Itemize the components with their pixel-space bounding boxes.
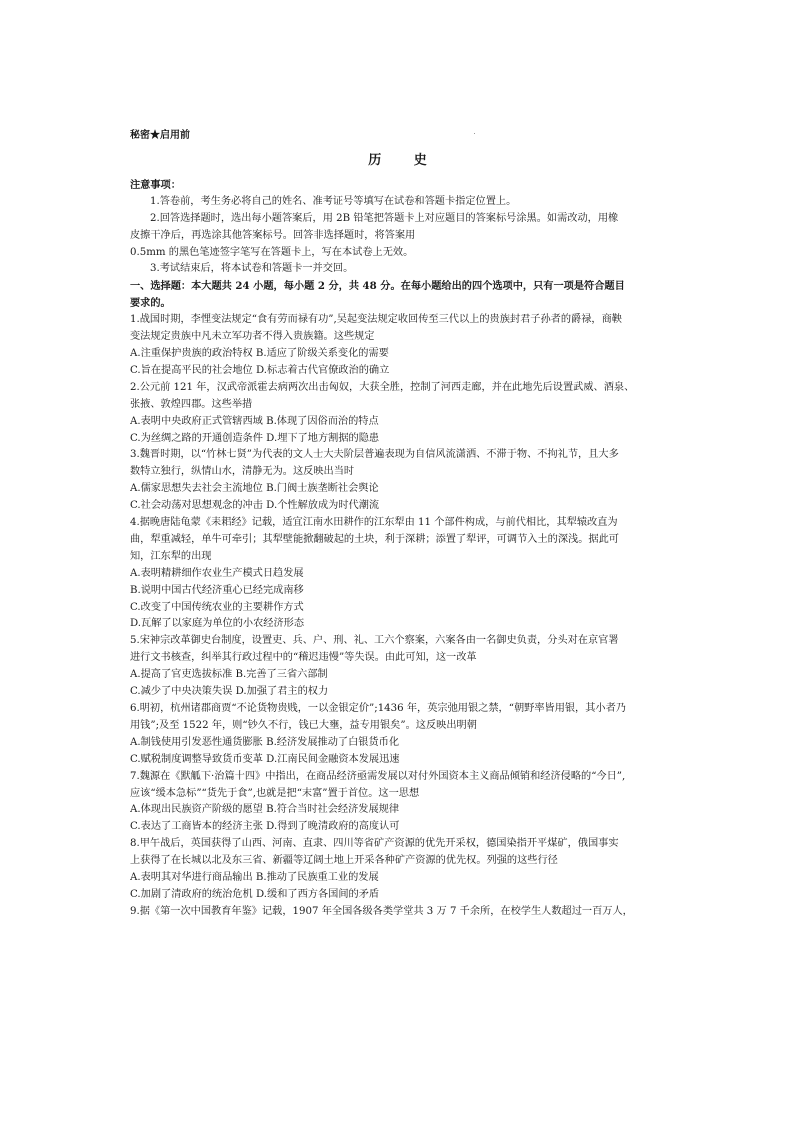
question-4-stem: 4.据晚唐陆龟蒙《耒耜经》记载，适宜江南水田耕作的江东犁由 11 个部件构成，与前代相比，其犁辕改直为 xyxy=(130,517,618,529)
question-7-options: A.体现出民族资产阶级的愿望 B.符合当时社会经济发展规律 xyxy=(130,804,400,816)
question-4-stem: 曲，犁重减轻，单牛可牵引；其犁壁能掀翻破起的土块，利于深耕；添置了犁评，可调节入土的深浅。据此可 xyxy=(130,533,619,545)
question-4-option-a: A.表明精耕细作农业生产模式日趋发展 xyxy=(130,567,304,579)
question-1-stem: 变法规定贵族中凡未立军功者不得入贵族籍。这些规定 xyxy=(130,331,375,343)
question-4-option-b: B.说明中国古代经济重心已经完成南移 xyxy=(130,584,304,596)
question-5-options: C.减少了中央决策失误 D.加强了君主的权力 xyxy=(130,686,329,698)
question-8-options: C.加剧了清政府的统治危机 D.缓和了西方各国间的矛盾 xyxy=(130,888,380,900)
question-6-options: A.制钱使用引发恶性通货膨胀 B.经济发展推动了白银货币化 xyxy=(130,736,400,748)
subject-title: 历 史 xyxy=(368,152,441,168)
question-5-options: A.提高了官吏选拔标准 B.完善了三省六部制 xyxy=(130,669,328,681)
question-8-stem: 8.甲午战后，英国获得了山西、河南、直隶、四川等省矿产资源的优先开采权，德国染指开平煤矿，俄国事实 xyxy=(130,838,619,850)
question-5-stem: 5.宋神宗改革御史台制度，设置吏、兵、户、刑、礼、工六个察案，六案各由一名御史负责，分头对在京官署 xyxy=(130,635,619,647)
notice-item-continued: 0.5mm 的黑色笔迹签字笔写在答题卡上，写在本试卷上无效。 xyxy=(130,246,414,258)
question-2-options: C.为丝绸之路的开通创造条件 D.埋下了地方割据的隐患 xyxy=(130,432,380,444)
secret-label: 秘密★启用前 xyxy=(130,130,190,141)
question-8-stem: 上获得了在长城以北及东三省、新疆等辽阔土地上开采各种矿产资源的优先权。列强的这些行径 xyxy=(130,855,558,867)
section-heading: 一、选择题：本大题共 24 小题，每小题 2 分，共 48 分。在每小题给出的四个选项中，只有一项是符合题目 xyxy=(130,280,625,293)
notice-item-continued: 皮擦干净后，再选涂其他答案标号。回答非选择题时，将答案用 xyxy=(130,229,416,241)
question-3-stem: 3.魏晋时期，以“竹林七贤”为代表的文人士大夫阶层普遍表现为自信风流潇洒、不滞于物、不拘礼节，且大多 xyxy=(130,449,619,461)
question-5-stem: 进行文书核查，纠举其行政过程中的“稽迟违慢”等失误。由此可知，这一改革 xyxy=(130,652,477,664)
notice-item: 3.考试结束后，将本试卷和答题卡一并交回。 xyxy=(150,263,354,275)
question-7-options: C.表达了工商皆本的经济主张 D.得到了晚清政府的高度认可 xyxy=(130,821,400,833)
question-1-stem: 1.战国时期，李悝变法规定“食有劳而禄有功”,吴起变法规定收回传至三代以上的贵族封君子孙者的爵禄，商鞅 xyxy=(130,314,622,326)
question-2-stem: 张掖、敦煌四郡。这些举措 xyxy=(130,398,253,410)
question-2-stem: 2.公元前 121 年，汉武帝派霍去病两次出击匈奴，大获全胜，控制了河西走廊，并在此地先后设置武威、酒泉、 xyxy=(130,381,635,393)
question-9-stem: 9.据《第一次中国教育年鉴》记载，1907 年全国各级各类学堂共 3 万 7 千余所，在校学生人数超过一百万人， xyxy=(130,905,633,917)
question-7-stem: 7.魏源在《默觚下·治篇十四》中指出，在商品经济亟需发展以对付外国资本主义商品倾销和经济侵略的“今日”, xyxy=(130,770,626,782)
question-3-options: C.社会动荡对思想观念的冲击 D.个性解放成为时代潮流 xyxy=(130,500,380,512)
question-4-option-d: D.瓦解了以家庭为单位的小农经济形态 xyxy=(130,618,305,630)
section-heading: 要求的。 xyxy=(130,297,171,310)
question-6-stem: 用钱”;及至 1522 年，则“钞久不行，钱已大壅，益专用银矣”。这反映出明朝 xyxy=(130,719,477,731)
notice-item: 2.回答选择题时，选出每小题答案后，用 2B 铅笔把答题卡上对应题目的答案标号涂黑。如需改动，用橡 xyxy=(150,212,619,224)
question-1-options: C.旨在提高平民的社会地位 D.标志着古代官僚政治的确立 xyxy=(130,364,390,376)
question-6-options: C.赋税制度调整导致货币变革 D.江南民间金融资本发展迅速 xyxy=(130,753,400,765)
question-3-stem: 数特立独行，纵情山水，清静无为。这反映出当时 xyxy=(130,466,355,478)
notice-item: 1.答卷前，考生务必将自己的姓名、准考证号等填写在试卷和答题卡指定位置上。 xyxy=(150,195,517,207)
notice-heading: 注意事项： xyxy=(130,178,181,191)
question-3-options: A.儒家思想失去社会主流地位 B.门阀士族垄断社会舆论 xyxy=(130,483,379,495)
question-1-options: A.注重保护贵族的政治特权 B.适应了阶级关系变化的需要 xyxy=(130,347,389,359)
question-4-stem: 知，江东犁的出现 xyxy=(130,550,212,562)
exam-content xyxy=(130,128,665,921)
question-7-stem: 应该“缓本急标”“货先于食”,也就是把“末富”置于首位。这一思想 xyxy=(130,787,420,799)
question-2-options: A.表明中央政府正式管辖西域 B.体现了因俗而治的特点 xyxy=(130,415,379,427)
question-6-stem: 6.明初，杭州诸郡商贾“不论货物贵贱，一以金银定价”;1436 年，英宗弛用银之禁，“朝野率皆用银，其小者乃 xyxy=(130,703,626,714)
question-4-option-c: C.改变了中国传统农业的主要耕作方式 xyxy=(130,601,304,613)
question-8-options: A.表明其对华进行商品输出 B.推动了民族重工业的发展 xyxy=(130,872,379,884)
